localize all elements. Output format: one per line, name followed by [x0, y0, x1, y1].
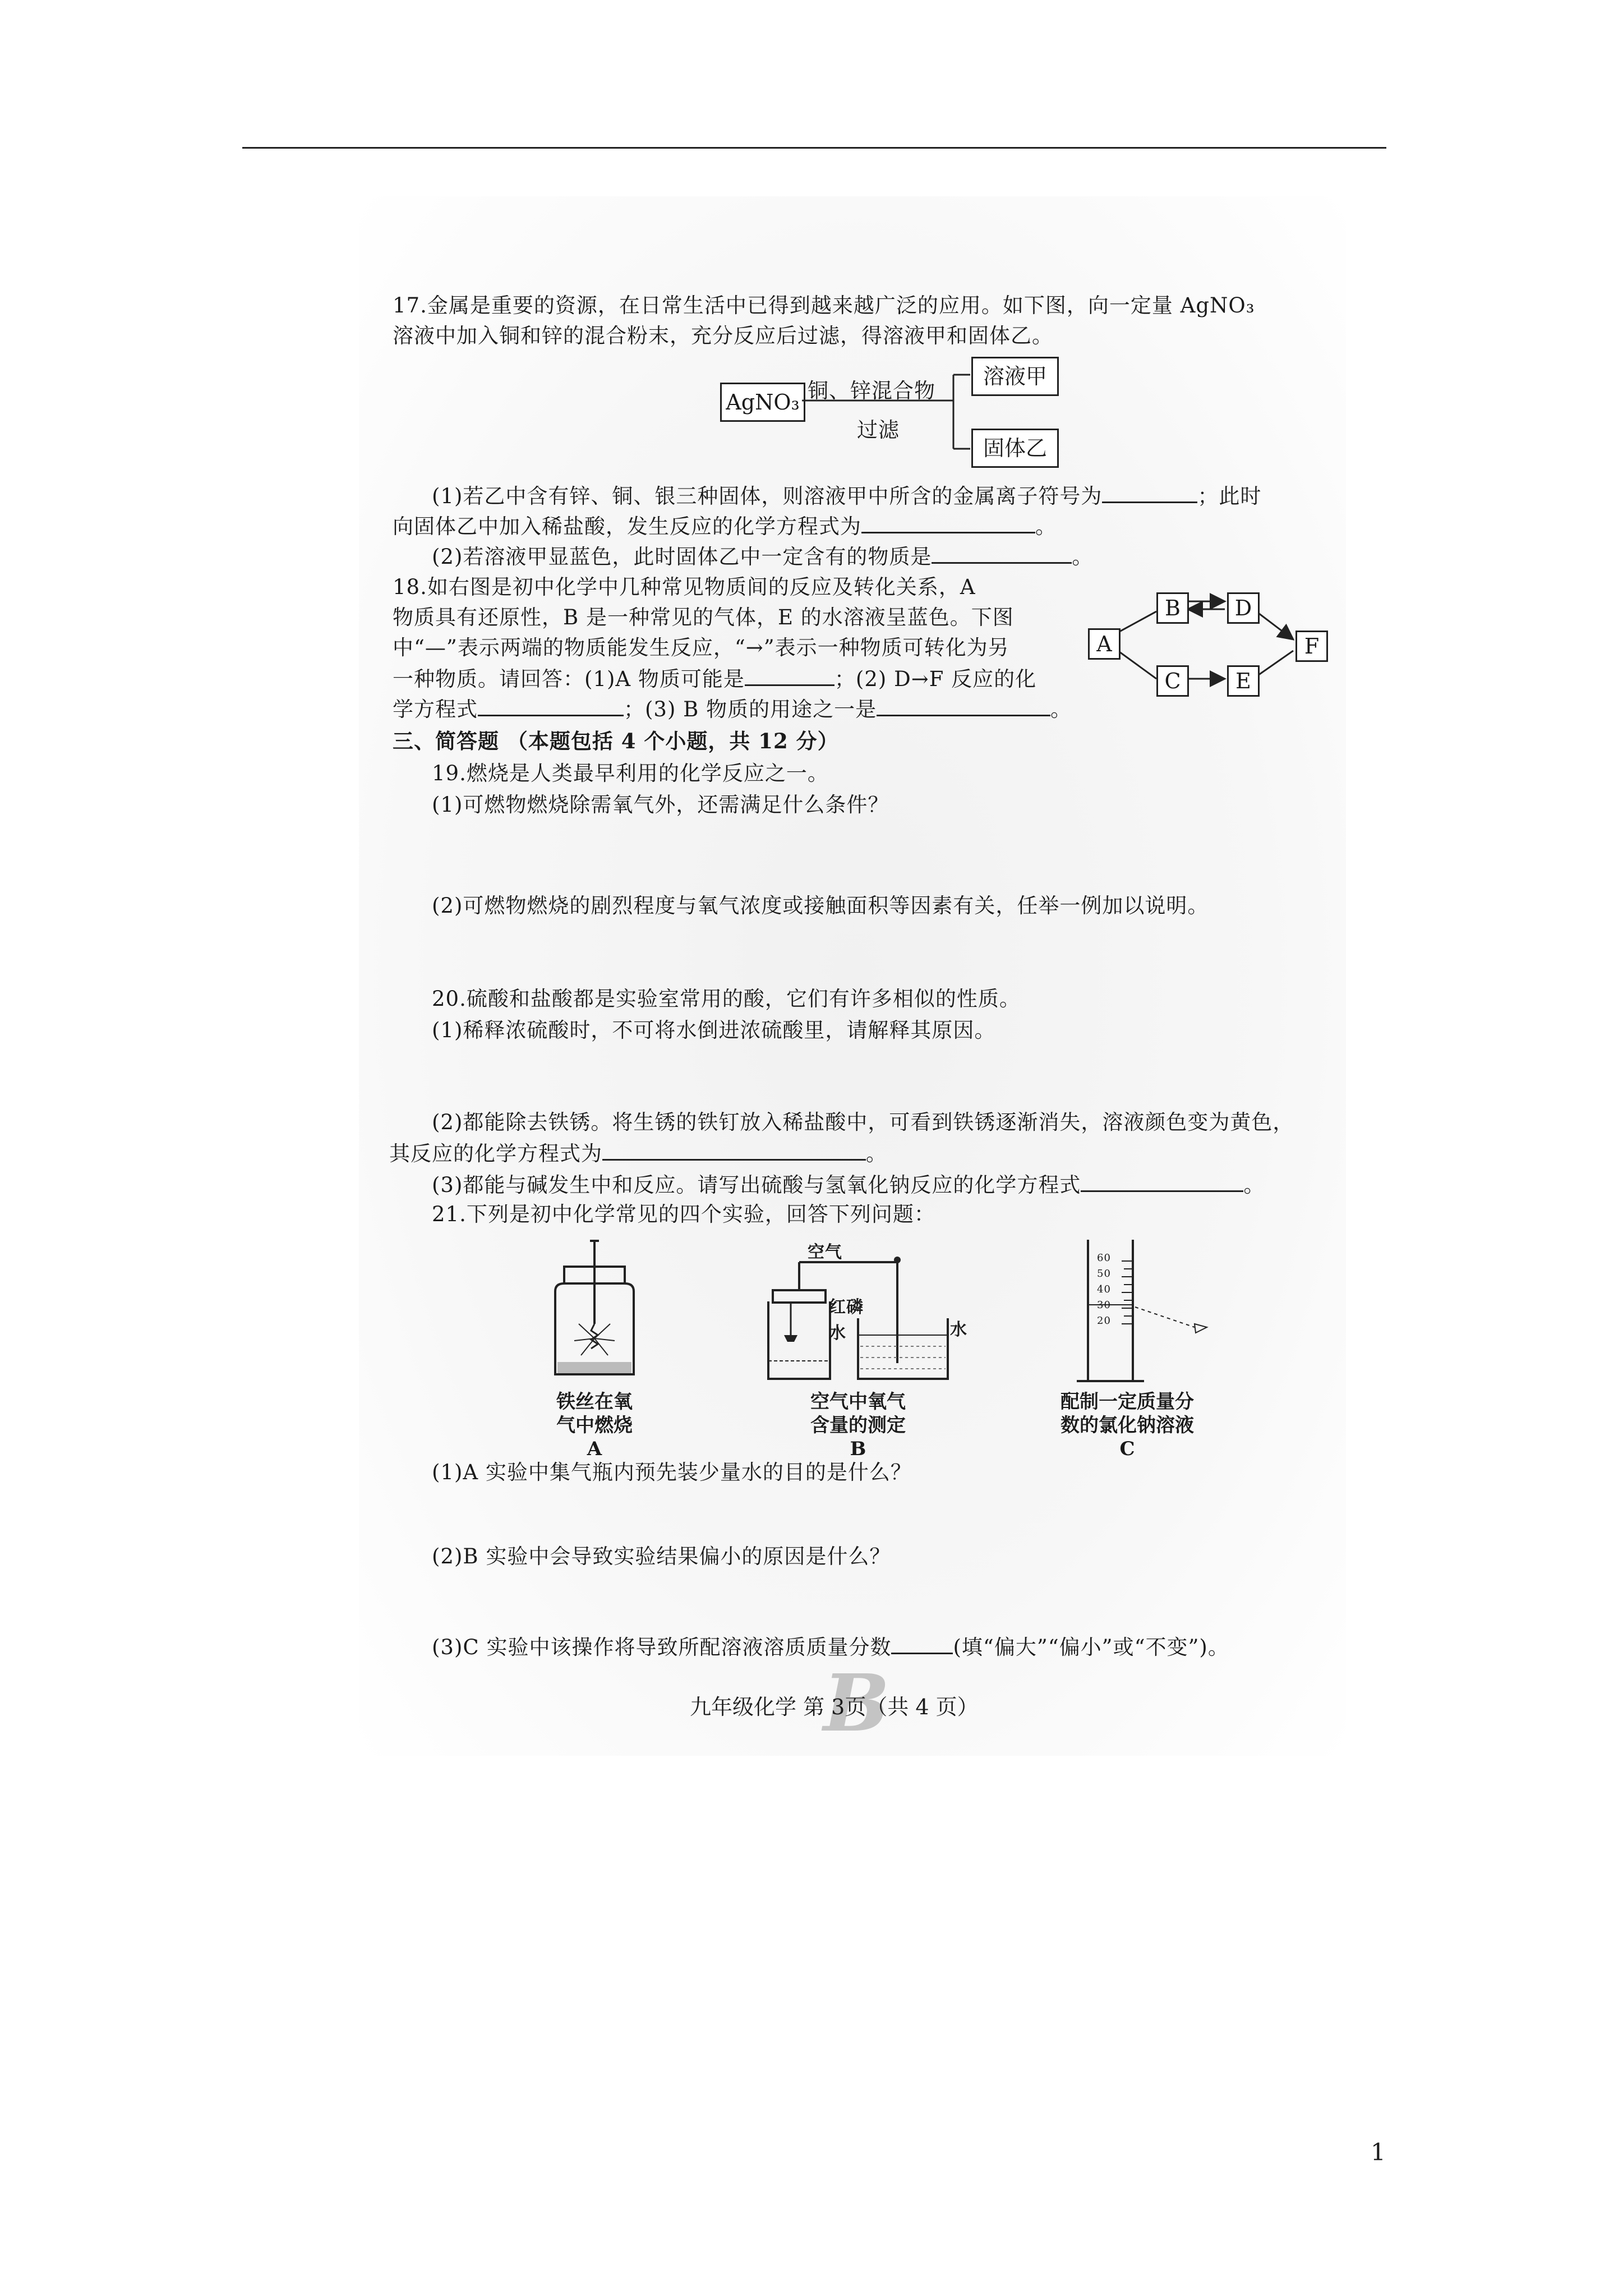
fig-b-caption: [774, 1390, 942, 1461]
q20-part2-cont: [389, 1139, 887, 1168]
fig-b-oxygen-measurement: [757, 1251, 970, 1386]
q20-blank-equation[interactable]: [602, 1139, 866, 1161]
q18-line5-mid: ；(3) B 物质的用途之一是: [624, 697, 877, 721]
fig-c-letter: C: [1119, 1438, 1135, 1460]
q17-part1-text: (1)若乙中含有锌、铜、银三种固体，则溶液甲中所含的金属离子符号为: [432, 484, 1103, 508]
q20-title: 20.硫酸和盐酸都是实验室常用的酸，它们有许多相似的性质。: [432, 987, 1021, 1011]
fig-a-caption-line2: 气中燃烧: [556, 1414, 633, 1437]
q21-part3-text: (3)C 实验中该操作将导致所配溶液溶质质量分数: [432, 1635, 892, 1659]
fig-a-caption-line1: 铁丝在氧: [556, 1391, 633, 1413]
q17-line2: 溶液中加入铜和锌的混合粉末，充分反应后过滤，得溶液甲和固体乙。: [393, 324, 1053, 348]
agno3-box: AgNO₃: [720, 383, 805, 422]
fig-c-caption-line1: 配制一定质量分: [1061, 1391, 1194, 1413]
page-footer: 九年级化学 第 3页（共 4 页）: [690, 1695, 979, 1719]
reagent-label: 铜、锌混合物: [808, 379, 935, 403]
solution-jia-box: 溶液甲: [971, 357, 1059, 396]
fig-c-cylinder-reading: [1066, 1234, 1234, 1391]
solid-yi-box: 固体乙: [971, 429, 1059, 468]
q17-part1-end: 。: [1035, 514, 1057, 539]
q21-title: 21.下列是初中化学常见的四个实验，回答下列问题：: [432, 1202, 935, 1226]
node-a: A: [1088, 628, 1121, 660]
q17-part1-text2: 向固体乙中加入稀盐酸，发生反应的化学方程式为: [393, 514, 861, 539]
fig-c-tick-20: 20: [1097, 1315, 1111, 1327]
q20-part2-end: 。: [866, 1142, 887, 1166]
fig-c-tick-60: 60: [1097, 1252, 1111, 1264]
fig-b-letter: B: [850, 1438, 866, 1460]
q17-part2-end: 。: [1072, 545, 1094, 569]
fig-b-water-label-1: 水: [829, 1323, 846, 1343]
q21-blank-result[interactable]: [891, 1632, 953, 1654]
section-heading: 三、简答题 （本题包括 4 个小题，共 12 分）: [393, 729, 839, 753]
q18-line5-text: 学方程式: [393, 697, 478, 721]
fig-a-iron-combustion: [538, 1240, 651, 1386]
fig-c-caption-line2: 数的氯化钠溶液: [1061, 1414, 1194, 1437]
fig-b-caption-line2: 含量的测定: [810, 1414, 906, 1437]
node-b: B: [1156, 592, 1189, 624]
q20-part1: (1)稀释浓硫酸时，不可将水倒进浓硫酸里，请解释其原因。: [432, 1018, 996, 1042]
fig-a-letter: A: [587, 1438, 602, 1460]
fig-b-phosphorus-label: 红磷: [829, 1297, 864, 1317]
fig-c-tick-50: 50: [1097, 1268, 1111, 1280]
fig-c-caption: [1032, 1390, 1223, 1461]
q18-line1: 18.如右图是初中化学中几种常见物质间的反应及转化关系，A: [393, 575, 976, 599]
page-number: 1: [1371, 2138, 1386, 2166]
q21-part2: (2)B 实验中会导致实验结果偏小的原因是什么？: [432, 1544, 891, 1568]
fig-b-water-label-2: 水: [950, 1320, 967, 1340]
node-f: F: [1295, 631, 1328, 662]
node-d: D: [1227, 592, 1260, 624]
q20-part3: [432, 1170, 1265, 1199]
fig-b-air-label: 空气: [808, 1243, 842, 1262]
q18-line5-end: 。: [1050, 697, 1072, 721]
q19-part1: (1)可燃物燃烧除需氧气外，还需满足什么条件？: [432, 793, 889, 817]
q17-part1-suffix: ；此时: [1197, 484, 1262, 508]
filter-label: 过滤: [857, 418, 900, 442]
q17-line1: 17.金属是重要的资源，在日常生活中已得到越来越广泛的应用。如下图，向一定量 AgNO₃: [393, 293, 1255, 318]
q19-title: 19.燃烧是人类最早利用的化学反应之一。: [432, 761, 829, 785]
q18-line4-text: 一种物质。请回答：(1)A 物质可能是: [393, 667, 745, 691]
fig-a-caption: [538, 1390, 651, 1461]
q17-part2-text: (2)若溶液甲显蓝色，此时固体乙中一定含有的物质是: [432, 545, 932, 569]
q19-part2: (2)可燃物燃烧的剧烈程度与氧气浓度或接触面积等因素有关，任举一例加以说明。: [432, 894, 1209, 918]
fig-c-tick-40: 40: [1097, 1283, 1111, 1295]
q20-part2-text: 其反应的化学方程式为: [389, 1142, 602, 1166]
q20-part3-end: 。: [1243, 1173, 1265, 1197]
q21-part1: (1)A 实验中集气瓶内预先装少量水的目的是什么？: [432, 1460, 912, 1484]
q18-line2: 物质具有还原性，B 是一种常见的气体，E 的水溶液呈蓝色。下图: [393, 605, 1014, 629]
node-c: C: [1156, 665, 1189, 697]
watermark-letter: B: [823, 1658, 890, 1750]
node-e: E: [1227, 665, 1260, 697]
q18-line3: 中“—”表示两端的物质能发生反应，“→”表示一种物质可转化为另: [393, 636, 1009, 660]
fig-b-caption-line1: 空气中氧气: [810, 1391, 906, 1413]
q20-part3-text: (3)都能与碱发生中和反应。请写出硫酸与氢氧化钠反应的化学方程式: [432, 1173, 1081, 1197]
q18-line4-suffix: ；(2) D→F 反应的化: [834, 667, 1037, 691]
q20-blank-neutralization[interactable]: [1081, 1170, 1243, 1192]
fig-c-tick-30: 30: [1097, 1299, 1111, 1311]
q21-part3-suffix: (填“偏大”“偏小”或“不变”)。: [953, 1635, 1229, 1659]
q20-part2: (2)都能除去铁锈。将生锈的铁钉放入稀盐酸中，可看到铁锈逐渐消失，溶液颜色变为黄色，: [432, 1110, 1294, 1134]
